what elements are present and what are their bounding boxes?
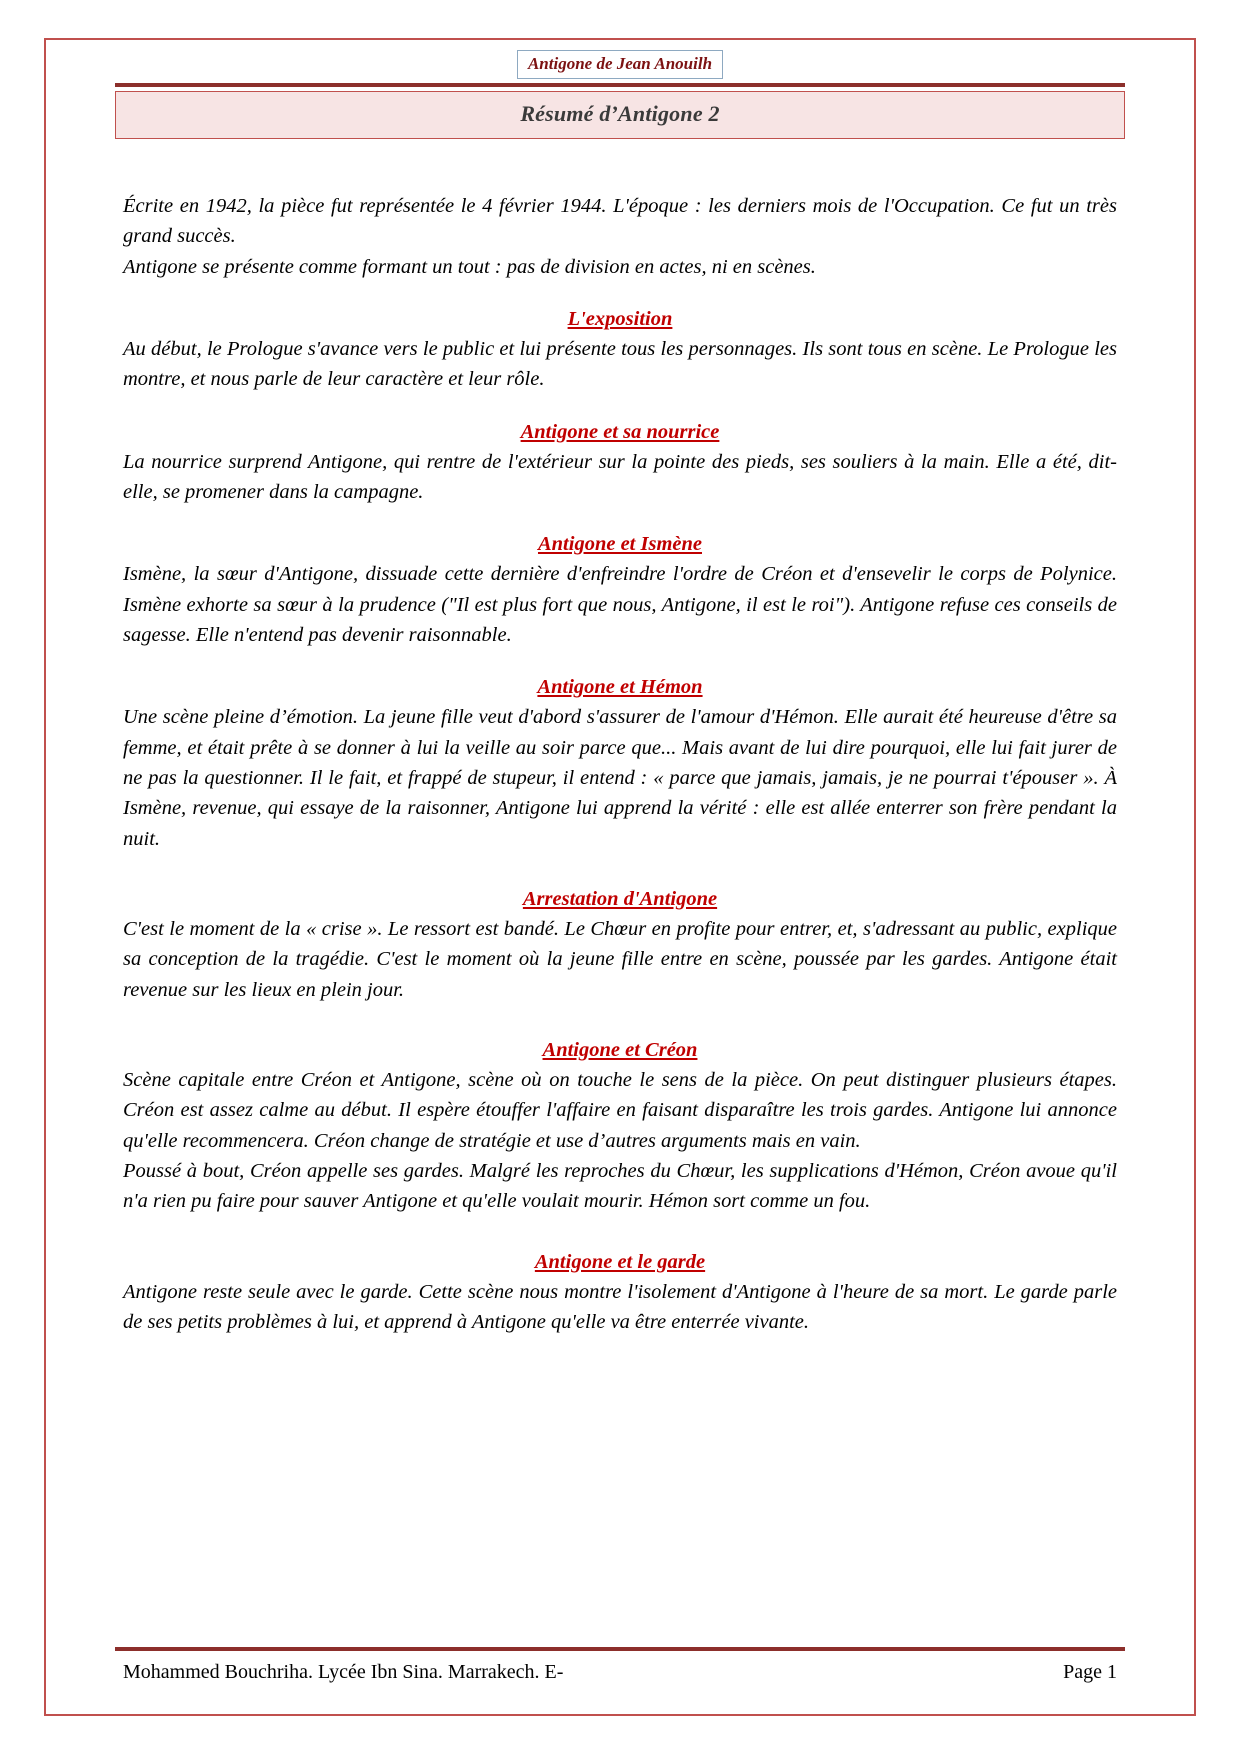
section-heading: Antigone et Hémon (537, 676, 703, 699)
document-footer (115, 1647, 1125, 1684)
section-antigone-hemon (123, 676, 1117, 854)
footer-author: Mohammed Bouchriha. Lycée Ibn Sina. Marrakech. E- (123, 1661, 564, 1683)
section-antigone-ismene (123, 533, 1117, 650)
section-paragraph: Au début, le Prologue s'avance vers le public et lui présente tous les personnages. Ils sont tous en scène. Le Prologue les montre, et nous parle de leur caractère et leur rôle. (123, 337, 1117, 391)
intro-paragraph-1: Écrite en 1942, la pièce fut représentée le 4 février 1944. L'époque : les derniers mois de l'Occupation. Ce fut un très grand succès. (123, 195, 1117, 248)
section-heading: Antigone et Ismène (537, 533, 702, 556)
section-heading: L'exposition (567, 307, 673, 330)
page-title: Résumé d’Antigone 2 (520, 101, 720, 126)
document-title-bar (115, 91, 1125, 139)
footer-rule (115, 1647, 1125, 1651)
section-heading: Antigone et Créon (542, 1038, 698, 1061)
section-heading: Antigone et le garde (534, 1250, 706, 1273)
section-heading: Arrestation d'Antigone (522, 887, 718, 910)
section-paragraph: La nourrice surprend Antigone, qui rentre de l'extérieur sur la pointe des pieds, ses souliers à la main. Elle a été, dit-elle, se promener dans la campagne. (123, 450, 1117, 503)
footer-page-number: Page 1 (1063, 1661, 1117, 1683)
section-paragraph: Ismène, la sœur d'Antigone, dissuade cette dernière d'enfreindre l'ordre de Créon et d'ensevelir le corps de Polynice. Ismène exhorte sa sœur à la prudence ("Il est plus fort que nous, Antigone, il est le roi"). Antigone refuse ces conseils de sagesse. Elle n'entend pas devenir raisonnable. (123, 563, 1117, 646)
section-antigone-garde (123, 1251, 1117, 1338)
intro-paragraph-2: Antigone se présente comme formant un tout : pas de division en actes, ni en scènes. (123, 255, 816, 278)
document-content (115, 38, 1125, 1337)
section-heading: Antigone et sa nourrice (520, 420, 720, 443)
document-header (115, 50, 1125, 79)
section-exposition (123, 308, 1117, 395)
section-paragraph: Antigone reste seule avec le garde. Cette scène nous montre l'isolement d'Antigone à l'heure de sa mort. Le garde parle de ses petits problèmes à lui, et apprend à Antigone qu'elle va être enterrée vivante. (123, 1280, 1117, 1333)
header-tag: Antigone de Jean Anouilh (517, 50, 723, 79)
section-antigone-creon (123, 1039, 1117, 1217)
section-arrestation-antigone (123, 888, 1117, 1005)
document-body (115, 191, 1125, 1337)
intro-block (123, 191, 1117, 282)
header-rule (115, 83, 1125, 87)
footer-row (115, 1661, 1125, 1684)
section-antigone-nourrice (123, 421, 1117, 508)
section-paragraph: Scène capitale entre Créon et Antigone, scène où on touche le sens de la pièce. On peut distinguer plusieurs étapes. Créon est assez calme au début. Il espère étouffer l'affaire en faisant disparaître les trois gardes. Antigone lui annonce qu'elle recommencera. Créon change de stratégie et use d’autres arguments mais en vain. (123, 1068, 1117, 1152)
section-paragraph: Une scène pleine d’émotion. La jeune fille veut d'abord s'assurer de l'amour d'Hémon. Elle aurait été heureuse d'être sa femme, et était prête à se donner à lui la veille au soir parce que... Mais avant de lui dire pourquoi, elle lui fait jurer de ne pas la questionner. Il le fait, et frappé de stupeur, il entend : « parce que jamais, jamais, je ne pourrai t'épouser ». À Ismène, revenue, qui essaye de la raisonner, Antigone lui apprend la vérité : elle est allée enterrer son frère pendant la nuit. (123, 706, 1117, 850)
section-paragraph: Poussé à bout, Créon appelle ses gardes. Malgré les reproches du Chœur, les supplications d'Hémon, Créon avoue qu'il n'a rien pu faire pour sauver Antigone et qu'elle voulait mourir. Hémon sort comme un fou. (123, 1159, 1117, 1213)
section-paragraph: C'est le moment de la « crise ». Le ressort est bandé. Le Chœur en profite pour entrer, et, s'adressant au public, explique sa conception de la tragédie. C'est le moment où la jeune fille entre en scène, poussée par les gardes. Antigone était revenue sur les lieux en plein jour. (123, 917, 1117, 1001)
